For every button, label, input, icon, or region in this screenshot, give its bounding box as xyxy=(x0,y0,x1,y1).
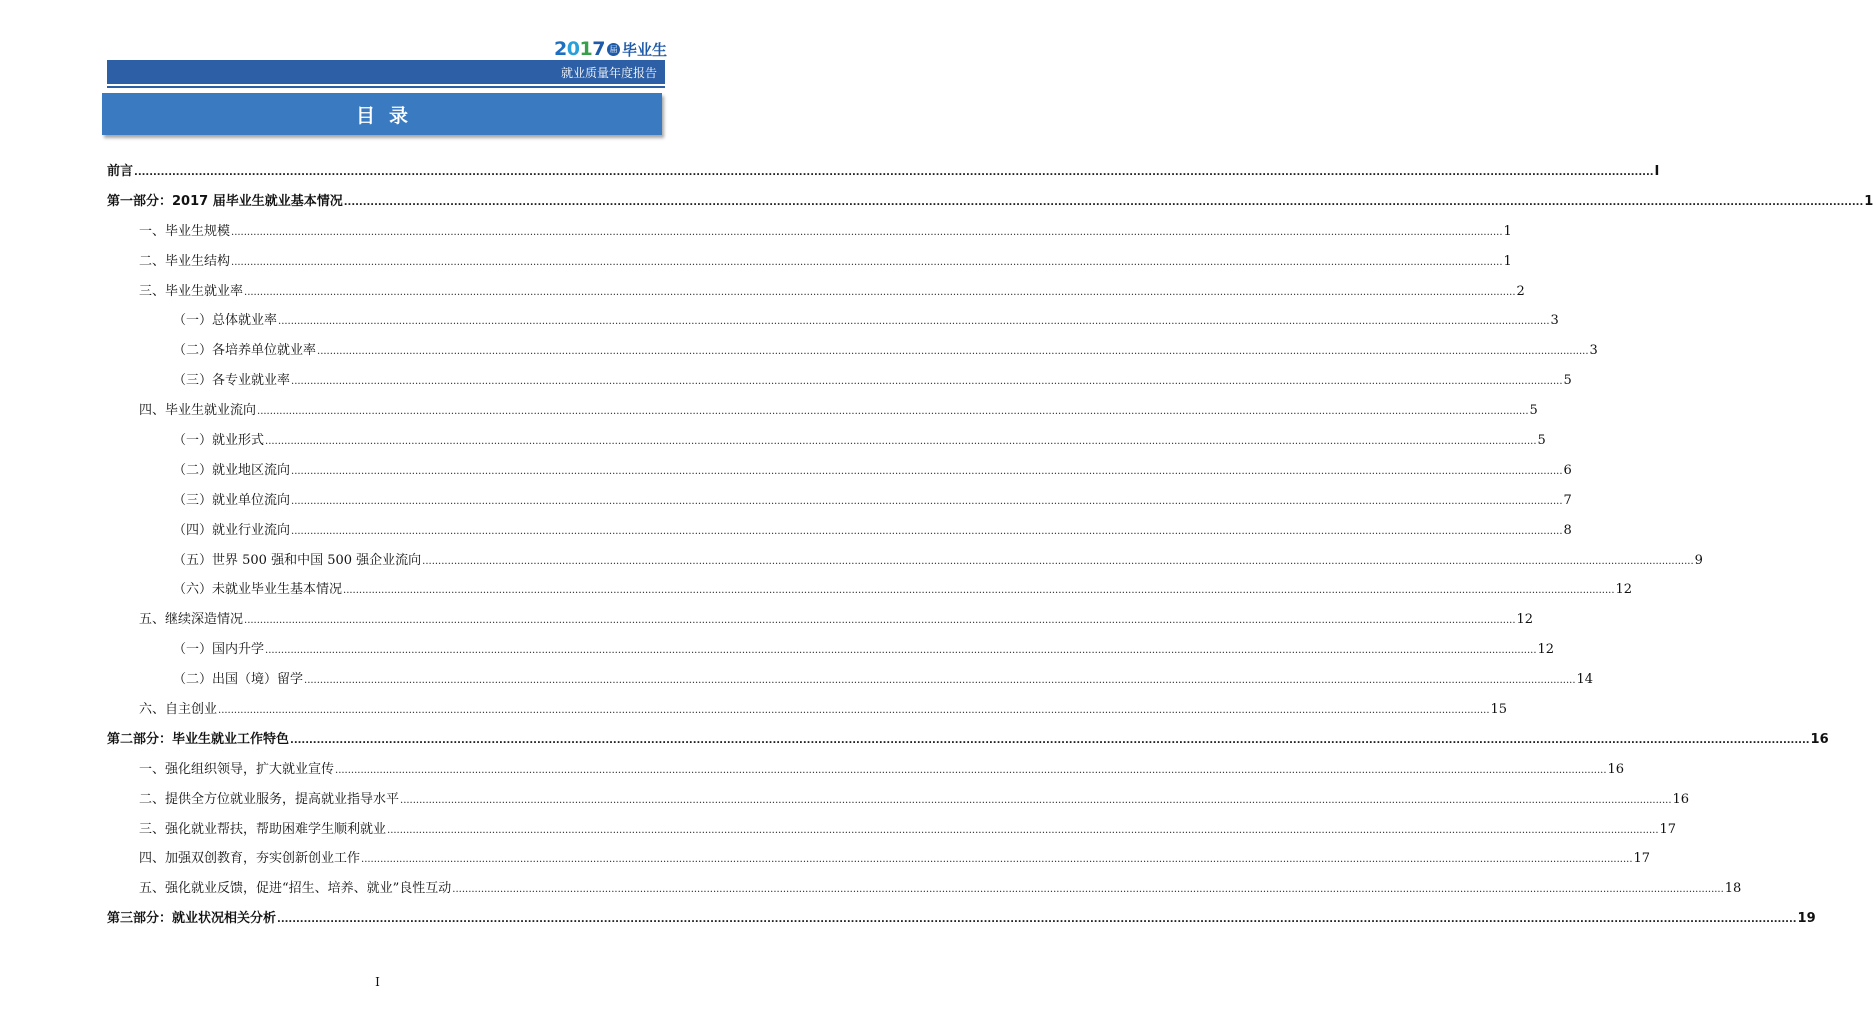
toc-leader-dots: ................................................................................................................................................................................................................................................................................................................................................................................................................ xyxy=(452,884,1724,896)
toc-entry[interactable] xyxy=(107,877,1742,907)
toc-entry[interactable] xyxy=(107,160,1660,190)
toc-entry-label: 六、自主创业 xyxy=(139,702,218,718)
toc-leader-dots: ................................................................................................................................................................................................................................................................................................................................................................................................................ xyxy=(257,406,1529,418)
toc-entry-label: 前言 xyxy=(107,164,134,179)
toc-entry-label: （二）各培养单位就业率 xyxy=(173,343,317,359)
toc-entry-label: 四、加强双创教育，夯实创新创业工作 xyxy=(139,851,361,867)
toc-entry-label: （三）就业单位流向 xyxy=(173,492,291,508)
toc-leader-dots: ................................................................................................................................................................................................................................................................................................................................................................................................................ xyxy=(218,705,1490,717)
toc-entry-page: 18 xyxy=(1724,881,1742,897)
header-strip xyxy=(107,60,665,84)
toc-entry[interactable] xyxy=(107,608,1534,638)
toc-entry-page: 5 xyxy=(1537,433,1546,449)
toc-entry-page: 5 xyxy=(1529,403,1538,419)
toc-leader-dots: ................................................................................................................................................................................................................................................................................................................................................................................................................ xyxy=(231,256,1503,268)
toc-leader-dots: ................................................................................................................................................................................................................................................................................................................................................................................................................ xyxy=(265,645,1537,657)
toc-entry-page: I xyxy=(1654,164,1660,179)
toc-entry-page: 15 xyxy=(1490,702,1508,718)
toc-entry[interactable] xyxy=(107,250,1512,280)
toc-entry[interactable] xyxy=(107,309,1559,339)
toc-entry-page: 16 xyxy=(1607,761,1625,777)
toc-entry[interactable] xyxy=(107,788,1690,818)
toc-leader-dots: ................................................................................................................................................................................................................................................................................................................................................................................................................ xyxy=(422,555,1694,567)
logo-year: 2017 xyxy=(554,38,605,60)
toc-title: 目录 xyxy=(355,104,422,127)
toc-leader-dots: ................................................................................................................................................................................................................................................................................................................................................................................................................ xyxy=(231,226,1503,238)
toc-leader-dots: ................................................................................................................................................................................................................................................................................................................................................................................................................ xyxy=(317,346,1589,358)
toc-entry[interactable] xyxy=(107,339,1598,369)
toc-leader-dots: ................................................................................................................................................................................................................................................................................................................................................................................................................ xyxy=(343,585,1615,597)
toc-entry[interactable] xyxy=(107,549,1703,579)
toc-leader-dots: ................................................................................................................................................................................................................................................................................................................................................................................................................ xyxy=(291,465,1563,477)
toc-leader-dots: ................................................................................................................................................................................................................................................................................................................................................................................................................ xyxy=(134,167,1654,178)
table-of-contents xyxy=(107,160,1873,937)
toc-leader-dots: ................................................................................................................................................................................................................................................................................................................................................................................................................ xyxy=(304,675,1576,687)
toc-entry[interactable] xyxy=(107,220,1512,250)
toc-entry-label: （一）就业形式 xyxy=(173,433,265,449)
toc-leader-dots: ................................................................................................................................................................................................................................................................................................................................................................................................................ xyxy=(387,824,1659,836)
page-number: I xyxy=(375,975,380,989)
toc-entry-page: 7 xyxy=(1563,492,1572,508)
toc-entry-label: 五、强化就业反馈，促进“招生、培养、就业”良性互动 xyxy=(139,881,452,897)
toc-title-box xyxy=(102,93,662,135)
logo-seal: 届 xyxy=(607,43,620,56)
toc-leader-dots: ................................................................................................................................................................................................................................................................................................................................................................................................................ xyxy=(265,436,1537,448)
toc-leader-dots: ................................................................................................................................................................................................................................................................................................................................................................................................................ xyxy=(244,286,1516,298)
toc-entry-page: 2 xyxy=(1516,283,1525,299)
toc-leader-dots: ................................................................................................................................................................................................................................................................................................................................................................................................................ xyxy=(343,196,1864,208)
logo-text: 毕业生 xyxy=(621,40,667,59)
toc-entry-label: 第二部分：毕业生就业工作特色 xyxy=(107,731,290,747)
toc-leader-dots: ................................................................................................................................................................................................................................................................................................................................................................................................................ xyxy=(244,615,1516,627)
toc-entry-page: 1 xyxy=(1864,193,1873,209)
toc-entry[interactable] xyxy=(107,429,1546,459)
toc-entry-page: 8 xyxy=(1563,522,1572,538)
toc-leader-dots: ................................................................................................................................................................................................................................................................................................................................................................................................................ xyxy=(335,764,1607,776)
toc-leader-dots: ................................................................................................................................................................................................................................................................................................................................................................................................................ xyxy=(290,734,1810,746)
toc-entry-page: 6 xyxy=(1563,462,1572,478)
toc-entry-label: 二、毕业生结构 xyxy=(139,253,231,269)
toc-entry-page: 12 xyxy=(1516,612,1534,628)
toc-entry-page: 1 xyxy=(1503,223,1512,239)
toc-leader-dots: ................................................................................................................................................................................................................................................................................................................................................................................................................ xyxy=(291,525,1563,537)
toc-entry-page: 19 xyxy=(1797,911,1816,927)
toc-leader-dots: ................................................................................................................................................................................................................................................................................................................................................................................................................ xyxy=(278,316,1550,328)
toc-entry-label: （六）未就业毕业生基本情况 xyxy=(173,582,343,598)
toc-entry[interactable] xyxy=(107,399,1538,429)
toc-entry-label: （四）就业行业流向 xyxy=(173,522,291,538)
toc-entry-label: （五）世界 500 强和中国 500 强企业流向 xyxy=(173,552,422,568)
toc-entry-page: 9 xyxy=(1694,552,1703,568)
toc-entry-page: 12 xyxy=(1615,582,1633,598)
toc-entry-page: 1 xyxy=(1503,253,1512,269)
toc-entry-page: 16 xyxy=(1672,791,1690,807)
toc-entry[interactable] xyxy=(107,489,1572,519)
toc-entry[interactable] xyxy=(107,847,1651,877)
toc-entry[interactable] xyxy=(107,578,1633,608)
toc-entry[interactable] xyxy=(107,698,1508,728)
toc-entry[interactable] xyxy=(107,818,1677,848)
toc-entry-label: （一）总体就业率 xyxy=(173,313,278,329)
toc-entry[interactable] xyxy=(107,758,1625,788)
toc-entry-page: 5 xyxy=(1563,373,1572,389)
toc-entry-page: 17 xyxy=(1659,821,1677,837)
toc-entry-label: 四、毕业生就业流向 xyxy=(139,403,257,419)
toc-entry[interactable] xyxy=(107,668,1594,698)
toc-leader-dots: ................................................................................................................................................................................................................................................................................................................................................................................................................ xyxy=(277,914,1797,926)
toc-entry-page: 16 xyxy=(1810,731,1829,747)
toc-entry-page: 14 xyxy=(1576,672,1594,688)
report-logo xyxy=(554,38,667,60)
toc-entry-label: 三、毕业生就业率 xyxy=(139,283,244,299)
toc-entry-page: 17 xyxy=(1633,851,1651,867)
toc-entry-label: （二）出国（境）留学 xyxy=(173,672,304,688)
toc-entry[interactable] xyxy=(107,519,1572,549)
toc-entry[interactable] xyxy=(107,369,1572,399)
toc-entry-label: （二）就业地区流向 xyxy=(173,462,291,478)
toc-entry-label: 五、继续深造情况 xyxy=(139,612,244,628)
toc-leader-dots: ................................................................................................................................................................................................................................................................................................................................................................................................................ xyxy=(291,376,1563,388)
toc-entry-label: （一）国内升学 xyxy=(173,642,265,658)
toc-leader-dots: ................................................................................................................................................................................................................................................................................................................................................................................................................ xyxy=(400,794,1672,806)
toc-entry-label: 一、强化组织领导，扩大就业宣传 xyxy=(139,761,335,777)
toc-entry-label: 一、毕业生规模 xyxy=(139,223,231,239)
toc-leader-dots: ................................................................................................................................................................................................................................................................................................................................................................................................................ xyxy=(361,854,1633,866)
toc-entry-label: 第一部分：2017 届毕业生就业基本情况 xyxy=(107,193,343,209)
toc-entry-page: 3 xyxy=(1550,313,1559,329)
toc-leader-dots: ................................................................................................................................................................................................................................................................................................................................................................................................................ xyxy=(291,495,1563,507)
toc-entry-label: 三、强化就业帮扶，帮助困难学生顺利就业 xyxy=(139,821,387,837)
toc-entry-page: 3 xyxy=(1589,343,1598,359)
toc-entry-label: 二、提供全方位就业服务，提高就业指导水平 xyxy=(139,791,400,807)
report-subtitle: 就业质量年度报告 xyxy=(560,66,657,80)
toc-entry-page: 12 xyxy=(1537,642,1555,658)
toc-entry[interactable] xyxy=(107,280,1525,310)
toc-entry[interactable] xyxy=(107,638,1555,668)
toc-entry[interactable] xyxy=(107,728,1829,758)
toc-entry-label: 第三部分：就业状况相关分析 xyxy=(107,911,277,927)
header-rule xyxy=(107,86,665,88)
toc-entry[interactable] xyxy=(107,190,1873,220)
toc-entry[interactable] xyxy=(107,907,1816,937)
toc-entry-label: （三）各专业就业率 xyxy=(173,373,291,389)
toc-entry[interactable] xyxy=(107,459,1572,489)
